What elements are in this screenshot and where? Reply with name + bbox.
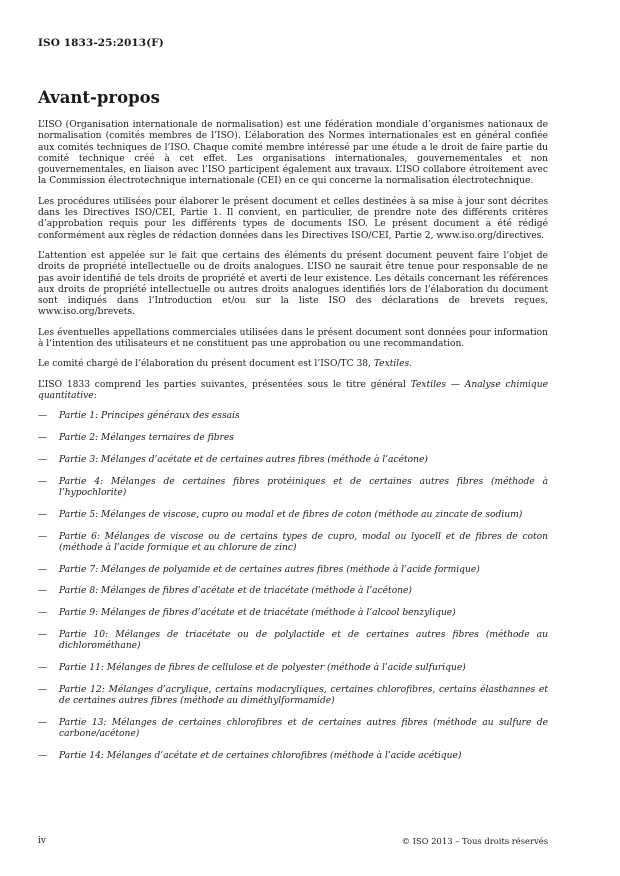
parts-intro-suffix: : xyxy=(93,390,97,401)
list-dash: — xyxy=(38,476,48,487)
list-dash: — xyxy=(38,433,48,444)
list-item-text: Partie 13: Mélanges de certaines chlorofibres et de certaines autres fibres (méthode au sulfure de carbone/acétone) xyxy=(59,717,548,740)
list-item-text: Partie 6: Mélanges de viscose ou de certains types de cupro, modal ou lyocell et de fibres de coton (méthode à l’acide formique et au chlorure de zinc) xyxy=(59,531,548,553)
document-id: ISO 1833-25:2013(F) xyxy=(38,37,164,49)
paragraph-patents: L’attention est appelée sur le fait que certains des éléments du présent document peuvent faire l’objet de droits de propriété intellectuelle ou de droits analogues. L’ISO ne saurait être tenue pour responsable de ne pas avoir identifié de tels droits de propriété et averti de leur existence. Les détails concernant les références aux droits de propriété intellectuelle ou autres droits analogues identifiés lors de l’élaboration du document sont indiqués dans l’Introduction et/ou sur la liste ISO des déclarations de brevets reçues, www.iso.org/brevets. xyxy=(38,250,548,318)
parts-intro-title: Textiles — Analyse chimique quantitative xyxy=(38,379,548,401)
page-number: iv xyxy=(38,836,46,846)
list-item xyxy=(38,510,548,521)
list-item-text: Partie 1: Principes généraux des essais xyxy=(59,411,240,422)
copyright-notice: © ISO 2013 – Tous droits réservés xyxy=(401,836,548,846)
list-dash: — xyxy=(38,717,48,728)
list-item-text: Partie 10: Mélanges de triacétate ou de polylactide et de certaines autres fibres (méthode au dichlorométhane) xyxy=(59,630,548,652)
page-title: Avant-propos xyxy=(38,88,160,107)
list-item xyxy=(38,751,548,762)
list-dash: — xyxy=(38,564,48,575)
list-dash: — xyxy=(38,454,48,465)
list-item xyxy=(38,685,548,708)
list-item xyxy=(38,455,548,466)
parts-intro-prefix: L’ISO 1833 comprend les parties suivantes, présentées sous le titre général xyxy=(38,379,411,390)
list-dash: — xyxy=(38,630,48,640)
list-item xyxy=(38,608,548,619)
list-dash: — xyxy=(38,509,48,520)
committee-prefix: Le comité chargé de l’élaboration du présent document est l’ISO/TC 38, xyxy=(38,359,374,370)
paragraph-iso: L’ISO (Organisation internationale de normalisation) est une fédération mondiale d’organismes nationaux de normalisation (comités membres de l’ISO). L’élaboration des Normes internationales est en général confiée aux comités techniques de l’ISO. Chaque comité membre intéressé par une étude a le droit de faire partie du comité technique créé à cet effet. Les organisations internationales, gouvernementales et non gouvernementales, en liaison avec l’ISO participent également aux travaux. L’ISO collabore étroitement avec la Commission électrotechnique internationale (CEI) en ce qui concerne la normalisation électrotechnique. xyxy=(38,120,548,187)
list-item xyxy=(38,411,548,422)
list-dash: — xyxy=(38,586,48,597)
list-item-text: Partie 14: Mélanges d’acétate et de certaines chlorofibres (méthode à l’acide acétique) xyxy=(59,751,462,762)
list-item-text: Partie 5: Mélanges de viscose, cupro ou modal et de fibres de coton (méthode au zincate de sodium) xyxy=(59,509,523,520)
paragraph-procedures: Les procédures utilisées pour élaborer le présent document et celles destinées à sa mise à jour sont décrites dans les Directives ISO/CEI, Partie 1. Il convient, en particulier, de prendre note des différents critères d’approbation requis pour les différents types de documents ISO. Le présent document a été rédigé conformément aux règles de rédaction données dans les Directives ISO/CEI, Partie 2, www.iso.org/directives. xyxy=(38,196,548,241)
committee-name: Textiles xyxy=(373,359,410,370)
list-item xyxy=(38,477,548,500)
list-dash: — xyxy=(38,663,48,674)
list-item xyxy=(38,663,548,674)
list-item xyxy=(38,586,548,597)
paragraph-trade-names: Les éventuelles appellations commerciales utilisées dans le présent document sont données pour information à l’intention des utilisateurs et ne constituent pas une approbation ou une recommandation. xyxy=(38,327,548,350)
paragraph-parts-intro xyxy=(38,380,548,403)
list-item xyxy=(38,532,548,555)
list-item-text: Partie 9: Mélanges de fibres d’acétate et de triacétate (méthode à l’alcool benzylique) xyxy=(59,608,456,619)
paragraph-committee xyxy=(38,359,548,370)
list-item-text: Partie 8: Mélanges de fibres d’acétate et de triacétate (méthode à l’acétone) xyxy=(59,586,412,597)
list-item-text: Partie 7: Mélanges de polyamide et de certaines autres fibres (méthode à l’acide formique) xyxy=(59,564,480,575)
list-item xyxy=(38,718,548,741)
list-item xyxy=(38,565,548,576)
list-item xyxy=(38,433,548,444)
parts-list xyxy=(38,411,548,762)
committee-suffix: . xyxy=(409,359,413,370)
list-item-text: Partie 12: Mélanges d’acrylique, certains modacryliques, certaines chlorofibres, certains élasthannes et de certaines autres fibres (méthode au diméthylformamide) xyxy=(59,684,548,707)
list-dash: — xyxy=(38,608,48,619)
list-dash: — xyxy=(38,684,48,695)
foreword-body xyxy=(38,120,548,773)
list-item-text: Partie 3: Mélanges d’acétate et de certaines autres fibres (méthode à l’acétone) xyxy=(59,454,428,465)
list-item-text: Partie 4: Mélanges de certaines fibres protéiniques et de certaines autres fibres (méthode à l’hypochlorite) xyxy=(59,476,548,498)
list-item-text: Partie 2: Mélanges ternaires de fibres xyxy=(59,433,234,444)
list-dash: — xyxy=(38,411,48,422)
list-item xyxy=(38,630,548,653)
list-item-text: Partie 11: Mélanges de fibres de cellulose et de polyester (méthode à l’acide sulfurique) xyxy=(59,663,466,674)
list-dash: — xyxy=(38,751,48,762)
list-dash: — xyxy=(38,531,48,542)
